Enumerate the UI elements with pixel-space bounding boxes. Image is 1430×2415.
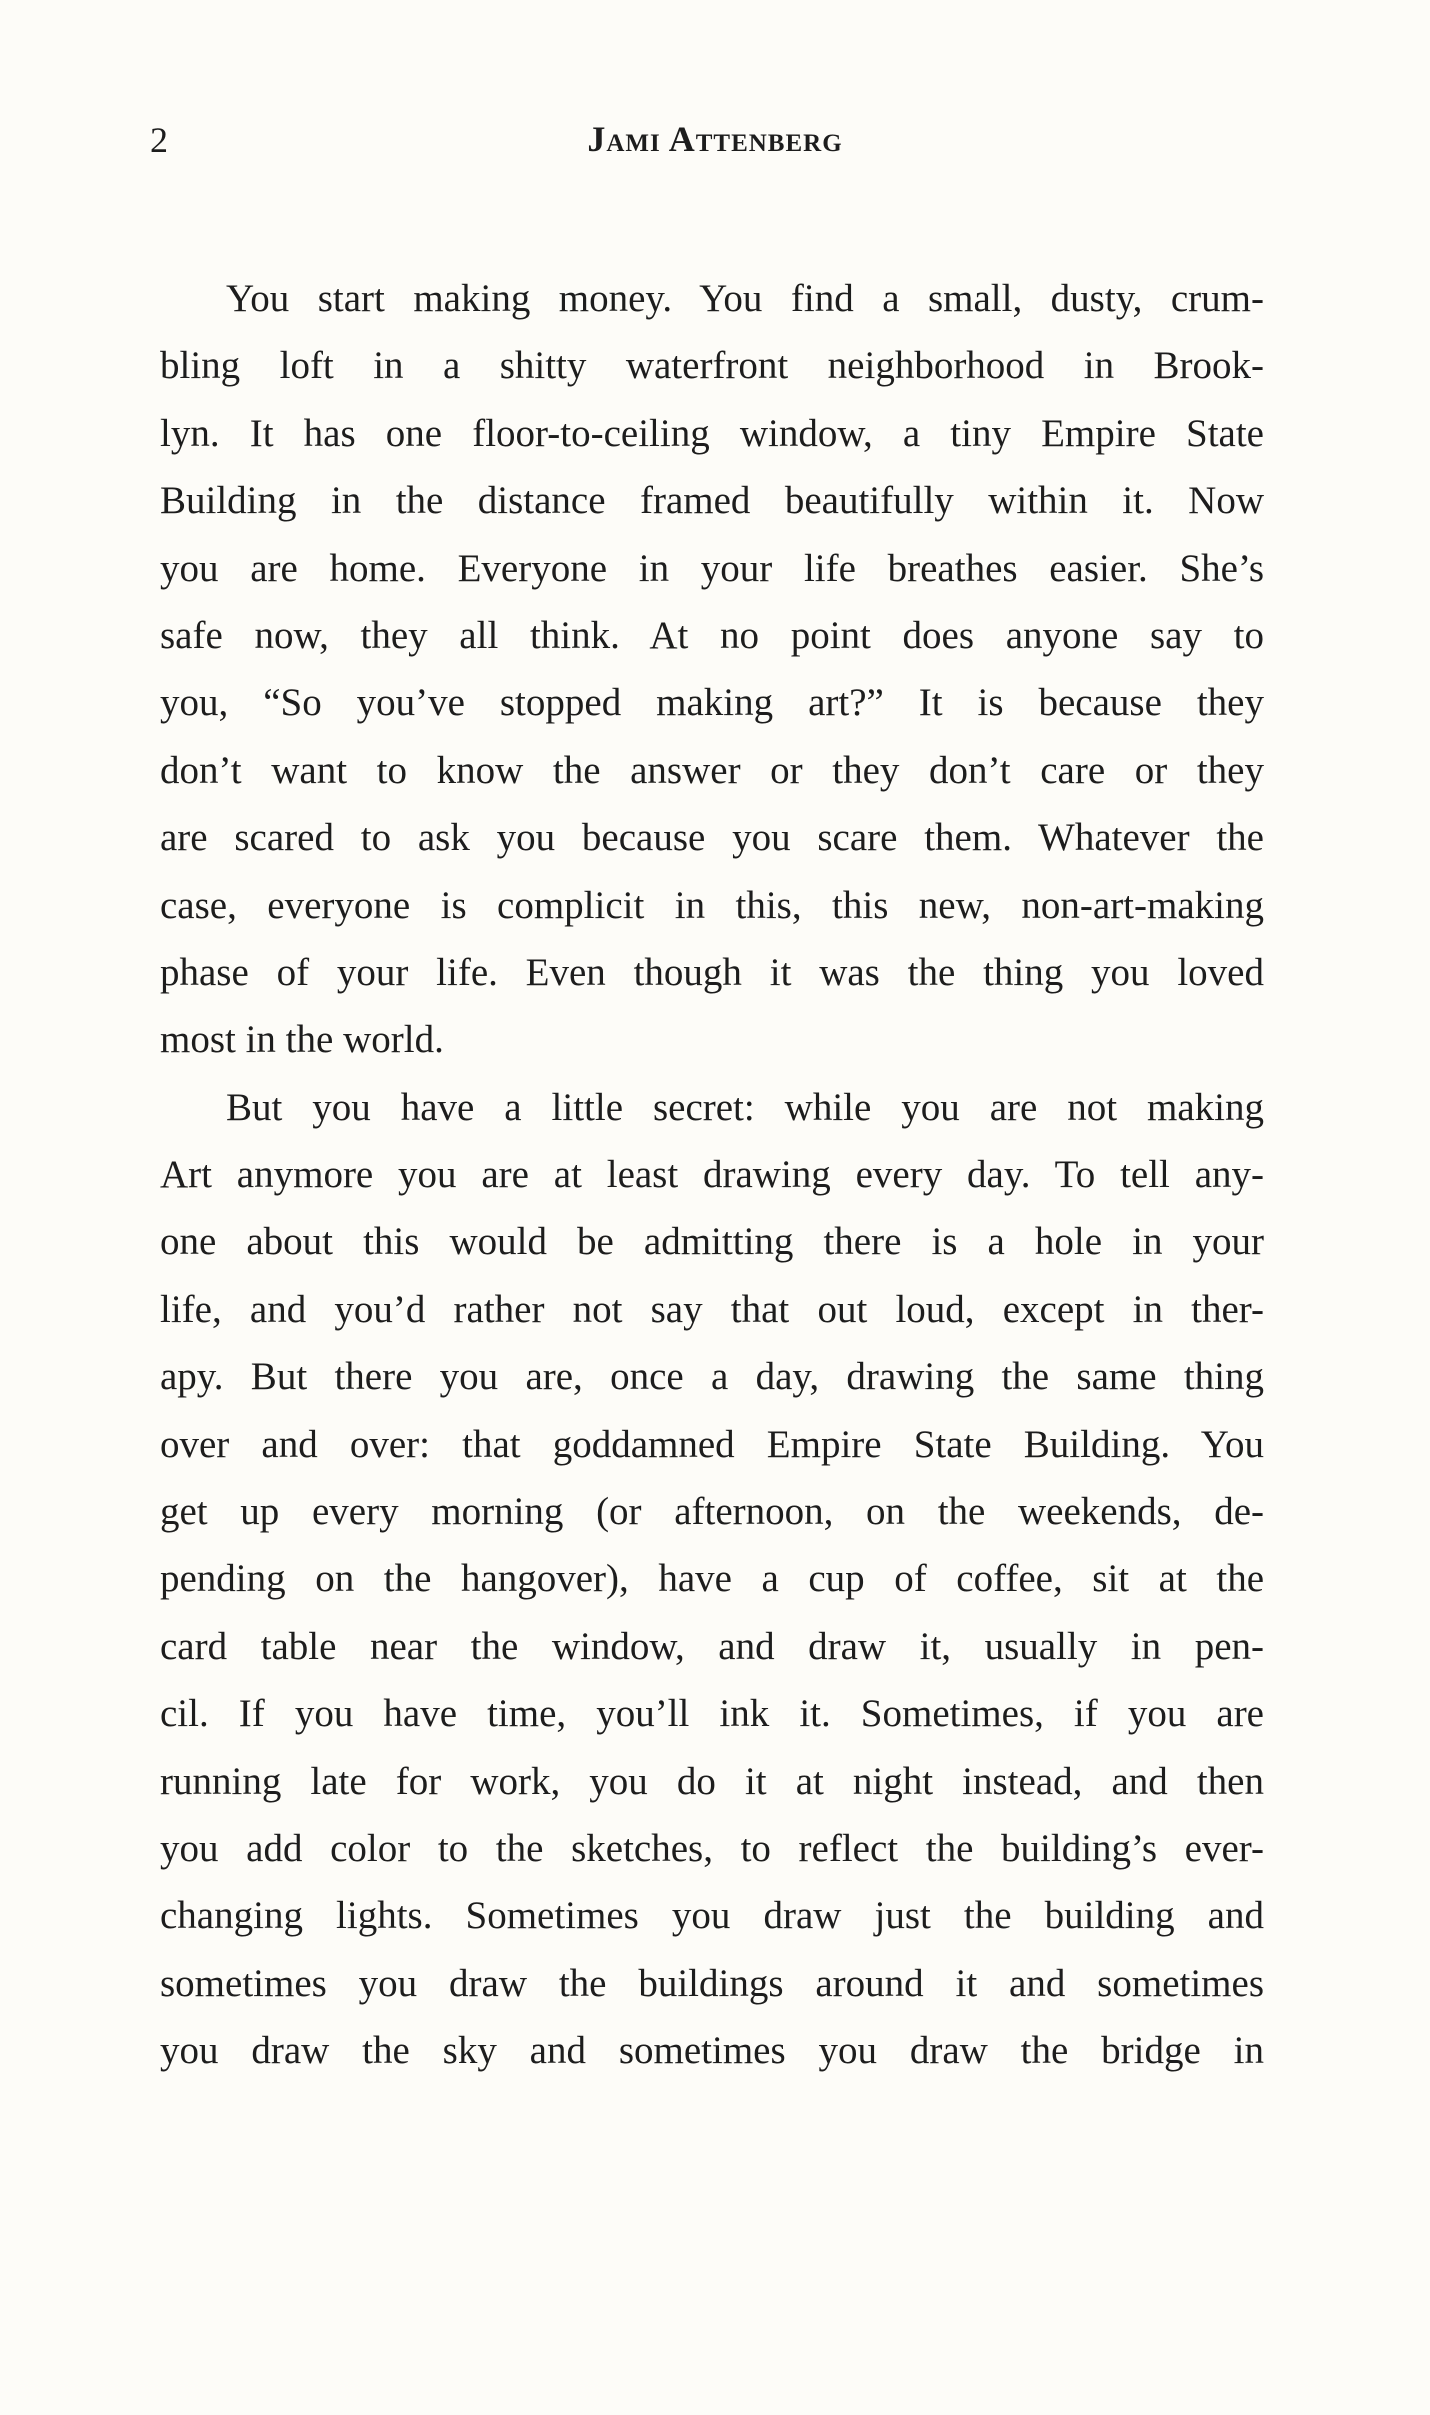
text-line: apy. But there you are, once a day, drawing the same thing [160, 1355, 1264, 1399]
text-line: life, and you’d rather not say that out loud, except in ther- [160, 1287, 1264, 1331]
text-line: bling loft in a shitty waterfront neighborhood in Brook- [160, 344, 1264, 388]
body-text [160, 265, 1264, 2085]
running-head: Jami Attenberg [587, 119, 843, 159]
text-line: you add color to the sketches, to reflect the building’s ever- [160, 1826, 1264, 1870]
text-line: You start making money. You find a small, dusty, crum- [226, 277, 1264, 320]
text-line: pending on the hangover), have a cup of coffee, sit at the [160, 1557, 1264, 1601]
text-line: phase of your life. Even though it was the thing you loved [160, 950, 1264, 994]
text-line: sometimes you draw the buildings around it and sometimes [160, 1961, 1264, 2005]
text-line: don’t want to know the answer or they don’t care or they [160, 748, 1264, 792]
text-line: most in the world. [160, 1018, 444, 1062]
text-line: safe now, they all think. At no point does anyone say to [160, 613, 1264, 657]
text-line: you are home. Everyone in your life breathes easier. She’s [160, 546, 1264, 590]
text-line: over and over: that goddamned Empire State Building. You [160, 1422, 1264, 1466]
text-line: card table near the window, and draw it, usually in pen- [160, 1624, 1264, 1668]
text-line: you draw the sky and sometimes you draw the bridge in [160, 2029, 1264, 2073]
text-line: get up every morning (or afternoon, on the weekends, de- [160, 1490, 1264, 1534]
text-line: you, “So you’ve stopped making art?” It is because they [160, 681, 1264, 725]
text-line: cil. If you have time, you’ll ink it. Sometimes, if you are [160, 1692, 1264, 1736]
text-line: Building in the distance framed beautifully within it. Now [160, 479, 1264, 523]
page-number: 2 [150, 120, 168, 160]
text-line: are scared to ask you because you scare them. Whatever the [160, 816, 1264, 860]
text-line: Art anymore you are at least drawing every day. To tell any- [160, 1153, 1264, 1197]
text-line: case, everyone is complicit in this, this new, non-art-making [160, 883, 1264, 927]
text-line: one about this would be admitting there is a hole in your [160, 1220, 1264, 1264]
text-line: changing lights. Sometimes you draw just the building and [160, 1894, 1264, 1938]
text-line: running late for work, you do it at night instead, and then [160, 1759, 1264, 1803]
paragraph-2 [160, 1074, 1264, 2085]
paragraph-1 [160, 265, 1264, 1074]
text-line: But you have a little secret: while you are not making [226, 1085, 1264, 1129]
text-line: lyn. It has one floor-to-ceiling window, a tiny Empire State [160, 411, 1264, 455]
